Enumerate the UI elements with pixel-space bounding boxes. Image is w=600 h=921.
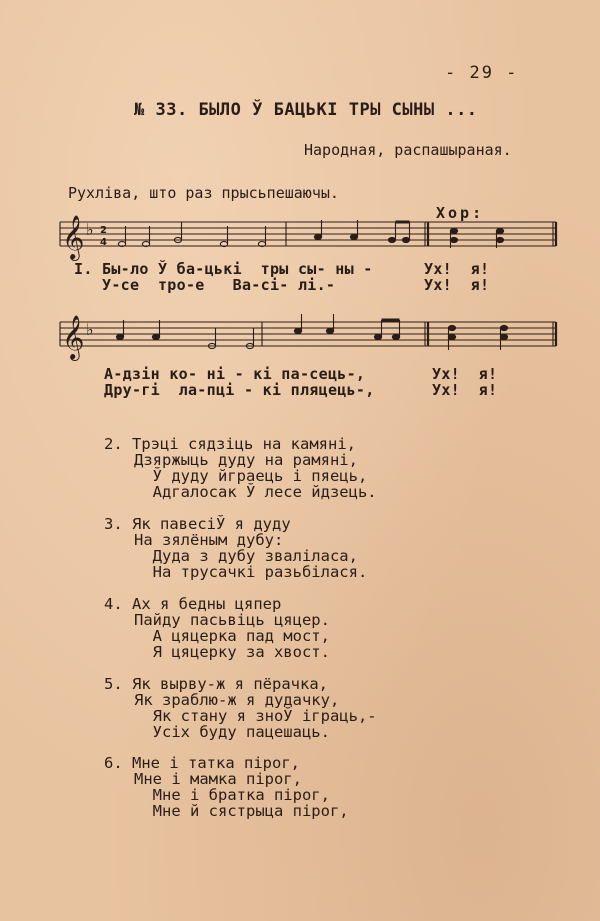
verse-line: Я цяцерку за хвост.: [134, 643, 330, 661]
verse-line: На трусачкі разьбілася.: [134, 563, 368, 581]
verse-line: Ў дуду йграець і пяець,: [134, 467, 368, 485]
verse-line: На зялёным дубу:: [134, 531, 284, 549]
system2-lyric-line1-ending: Ух! я!: [432, 365, 498, 383]
song-title: БЫЛО Ў БАЦЬКІ ТРЫ СЫНЫ ...: [198, 100, 478, 120]
verse-line: Мне і братка пірог,: [134, 786, 330, 804]
verse-line: 4. Ах я бедны цяпер: [104, 595, 282, 613]
verse-line: Як зраблю-ж я дудачку,: [134, 691, 340, 709]
verse-line: Як стану я зноЎ іграць,-: [134, 707, 377, 725]
system1-lyric-line1-ending: Ух! я!: [424, 260, 490, 278]
verse-line: 5. Як вырву-ж я пёрачка,: [104, 675, 328, 693]
system2-lyric-line2-ending: Ух! я!: [432, 381, 498, 399]
verse-line: 2. Трэці сядзіць на камяні,: [104, 435, 356, 453]
system1-lyric-line2: У-се тро-е Ва-сі- лі.-: [74, 276, 336, 294]
treble-clef-1: 𝄞: [62, 215, 85, 259]
flat-sign-1: ♭: [86, 220, 94, 239]
verse-line: Мне і мамка пірог,: [134, 770, 302, 788]
notes-system-2: [116, 314, 507, 350]
verse-line: А цяцерка пад мост,: [134, 627, 330, 645]
song-subtitle: Народная, распашыраная.: [304, 141, 512, 159]
verse-line: Усіх буду пацешаць.: [134, 723, 330, 741]
song-number: № 33.: [134, 100, 188, 120]
verse-4: [104, 596, 330, 660]
tempo-marking: Рухліва, што раз прысьпешаючы.: [68, 184, 339, 202]
verse-line: Адгалосак Ў лесе йдзець.: [134, 483, 377, 501]
treble-clef-2: 𝄞: [62, 315, 85, 359]
system1-lyric-line2-ending: Ух! я!: [424, 276, 490, 294]
system1-lyric-line1: I. Бы-ло Ў ба-цькі тры сы- ны -: [74, 260, 373, 278]
chorus-label: Хор:: [436, 204, 485, 222]
verse-line: Пайду пасьвіць цяцер.: [134, 611, 330, 629]
staff-system-1: [60, 222, 556, 246]
verse-3: [104, 516, 367, 580]
verse-line: 3. Як павесіЎ я дуду: [104, 515, 291, 533]
time-signature-bottom: 4: [100, 237, 107, 248]
verse-line: 6. Мне і татка пірог,: [104, 754, 300, 772]
verse-2: [104, 436, 377, 500]
staff-system-2: [60, 322, 556, 346]
verse-6: [104, 755, 349, 819]
verse-line: Дзяржыць дуду на рамяні,: [134, 451, 358, 469]
verse-line: Дуда з дубу зваліласа,: [134, 547, 358, 565]
page-number: - 29 -: [445, 63, 519, 83]
system2-lyric-line2: Дру-гі ла-пці - кі пляцець-,: [104, 381, 375, 399]
time-signature-top: 2: [100, 225, 107, 236]
flat-sign-2: ♭: [86, 320, 94, 339]
verse-5: [104, 676, 377, 740]
system2-lyric-line1: А-дзін ко- ні - кі па-сець-,: [104, 365, 366, 383]
verse-line: Мне й сястрыца пірог,: [134, 802, 349, 820]
